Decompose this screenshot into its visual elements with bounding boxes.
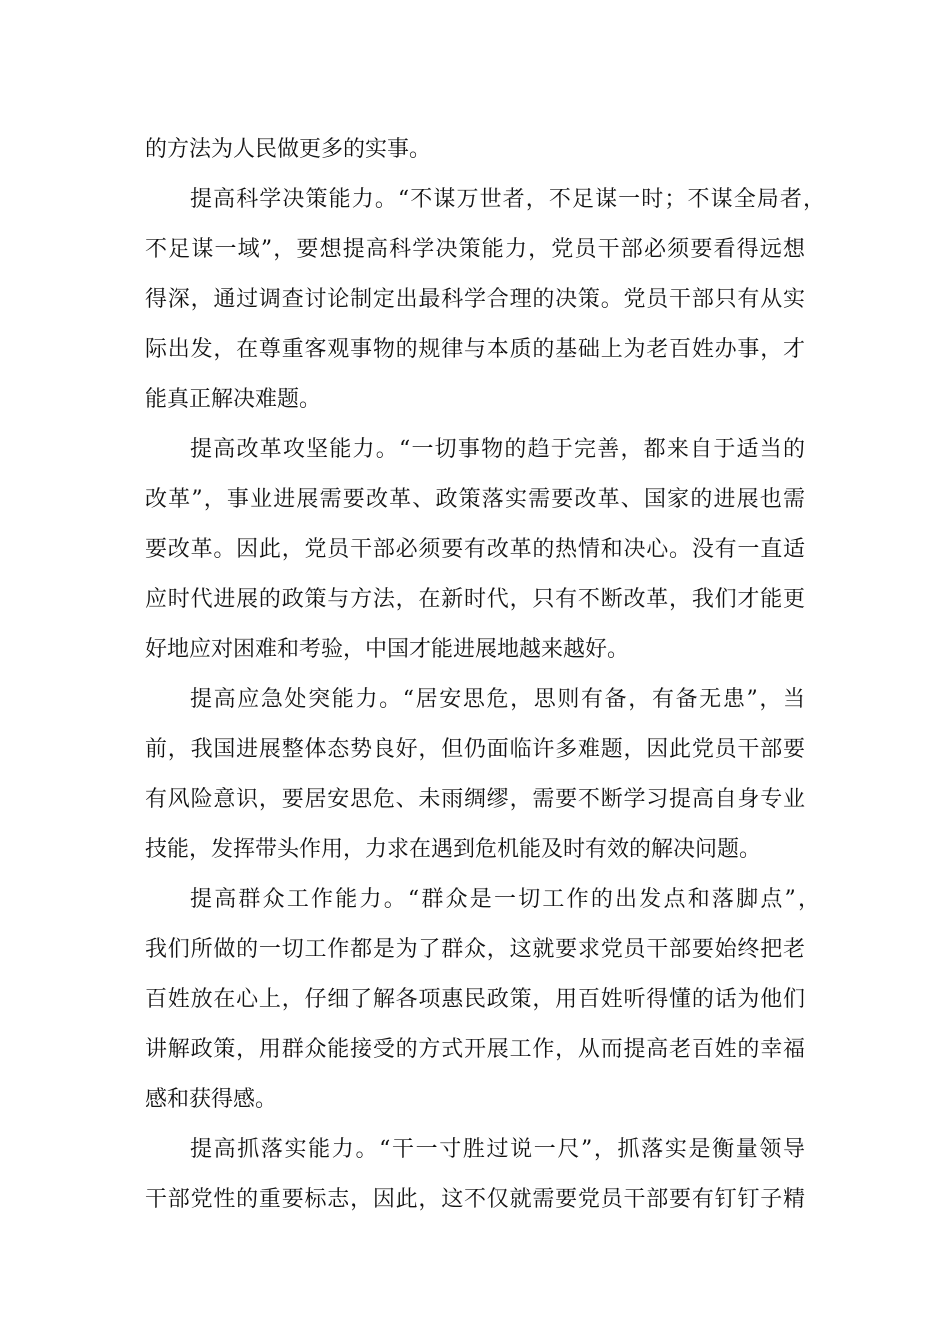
text-line: 有风险意识，要居安思危、未雨绸缪，需要不断学习提高自身专业 [145,787,805,812]
text-line: 提高应急处突能力。“居安思危，思则有备，有备无患”，当 [190,687,805,712]
text-line: 感和获得感。 [145,1087,278,1112]
text-line: 能真正解决难题。 [145,387,322,412]
text-line: 不足谋一域”，要想提高科学决策能力，党员干部必须要看得远想 [145,237,805,262]
text-line: 得深，通过调查讨论制定出最科学合理的决策。党员干部只有从实 [145,287,805,312]
text-line: 要改革。因此，党员干部必须要有改革的热情和决心。没有一直适 [145,537,805,562]
text-line: 好地应对困难和考验，中国才能进展地越来越好。 [145,637,630,662]
text-line: 际出发，在尊重客观事物的规律与本质的基础上为老百姓办事，才 [145,337,805,362]
text-line: 提高群众工作能力。“群众是一切工作的出发点和落脚点”， [190,887,820,912]
text-line: 提高改革攻坚能力。“一切事物的趋于完善，都来自于适当的 [190,437,805,462]
text-line: 我们所做的一切工作都是为了群众，这就要求党员干部要始终把老 [145,937,805,962]
text-line: 讲解政策，用群众能接受的方式开展工作，从而提高老百姓的幸福 [145,1037,805,1062]
text-line: 提高科学决策能力。“不谋万世者，不足谋一时；不谋全局者， [190,187,825,212]
text-line: 改革”，事业进展需要改革、政策落实需要改革、国家的进展也需 [145,487,805,512]
text-line: 的方法为人民做更多的实事。 [145,137,432,162]
text-line: 干部党性的重要标志，因此，这不仅就需要党员干部要有钉钉子精 [145,1187,805,1212]
text-line: 前，我国进展整体态势良好，但仍面临许多难题，因此党员干部要 [145,737,805,762]
text-line: 技能，发挥带头作用，力求在遇到危机能及时有效的解决问题。 [145,837,762,862]
text-line: 应时代进展的政策与方法，在新时代，只有不断改革，我们才能更 [145,587,805,612]
text-line: 提高抓落实能力。“干一寸胜过说一尺”，抓落实是衡量领导 [190,1137,805,1162]
text-line: 百姓放在心上，仔细了解各项惠民政策，用百姓听得懂的话为他们 [145,987,805,1012]
